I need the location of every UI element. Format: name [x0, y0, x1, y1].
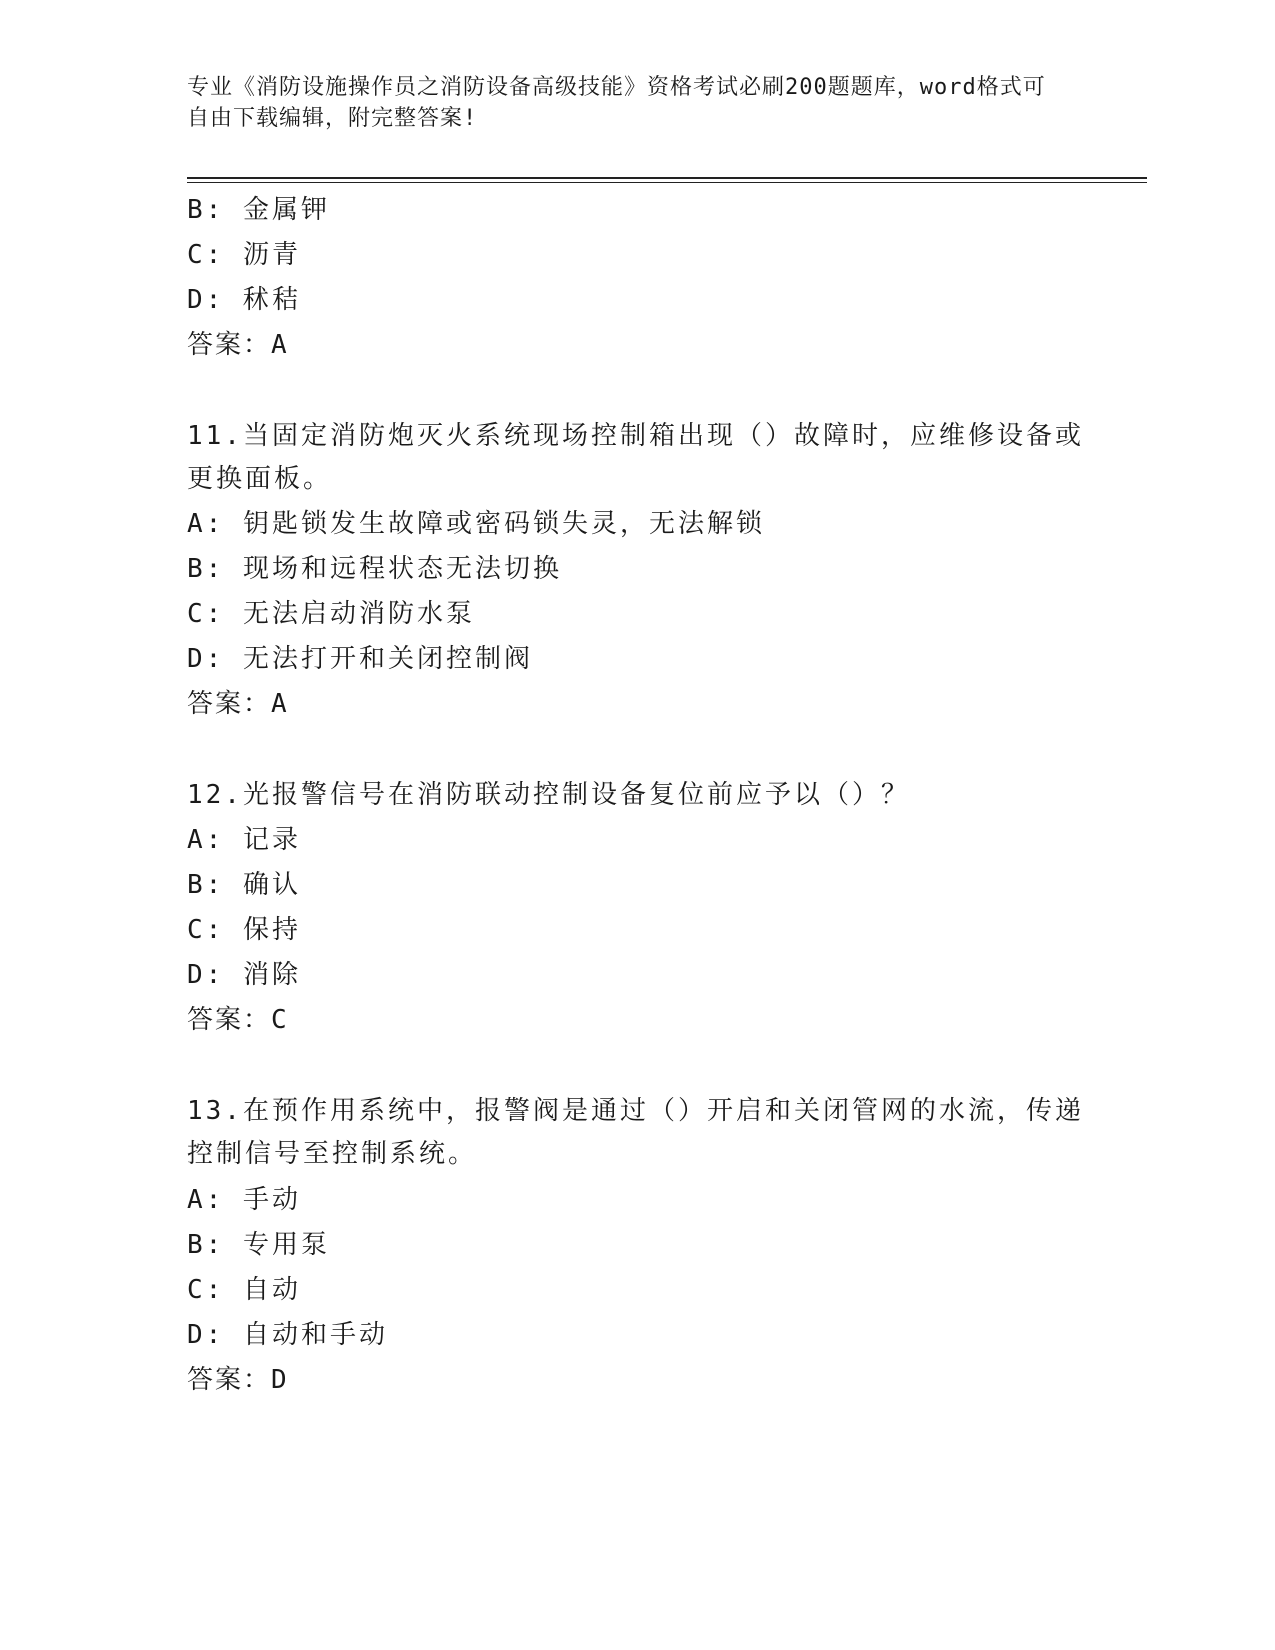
- q11-option-d: D: 无法打开和关闭控制阀: [187, 644, 533, 674]
- q12-answer: 答案：C: [187, 1005, 289, 1035]
- q13-option-b: B: 专用泵: [187, 1230, 330, 1260]
- q12-option-b: B: 确认: [187, 870, 301, 900]
- q13-option-c: C: 自动: [187, 1275, 301, 1305]
- q13-option-a: A: 手动: [187, 1185, 301, 1215]
- q12-option-d: D: 消除: [187, 960, 301, 990]
- q10-option-d: D: 秫秸: [187, 285, 301, 315]
- q11-stem-line2: 更换面板。: [187, 464, 333, 494]
- q10-option-c: C: 沥青: [187, 240, 301, 270]
- q13-stem-line2: 控制信号至控制系统。: [187, 1139, 478, 1169]
- q13-option-d: D: 自动和手动: [187, 1320, 388, 1350]
- q11-option-a: A: 钥匙锁发生故障或密码锁失灵，无法解锁: [187, 509, 765, 539]
- q11-stem-line1: 11.当固定消防炮灭火系统现场控制箱出现（）故障时，应维修设备或: [187, 421, 1084, 451]
- q12-option-a: A: 记录: [187, 825, 301, 855]
- q13-stem-line1: 13.在预作用系统中，报警阀是通过（）开启和关闭管网的水流，传递: [187, 1096, 1084, 1126]
- q11-option-b: B: 现场和远程状态无法切换: [187, 554, 562, 584]
- document-header: 专业《消防设施操作员之消防设备高级技能》资格考试必刷200题题库，word格式可自由下载编辑，附完整答案!: [187, 75, 1046, 131]
- q12-stem-line1: 12.光报警信号在消防联动控制设备复位前应予以（）？: [187, 780, 910, 810]
- q11-option-c: C: 无法启动消防水泵: [187, 599, 475, 629]
- q12-option-c: C: 保持: [187, 915, 301, 945]
- q10-option-b: B: 金属钾: [187, 195, 330, 225]
- q13-answer: 答案：D: [187, 1365, 289, 1395]
- q10-answer: 答案：A: [187, 330, 289, 360]
- q11-answer: 答案：A: [187, 689, 289, 719]
- header-divider: [187, 177, 1147, 183]
